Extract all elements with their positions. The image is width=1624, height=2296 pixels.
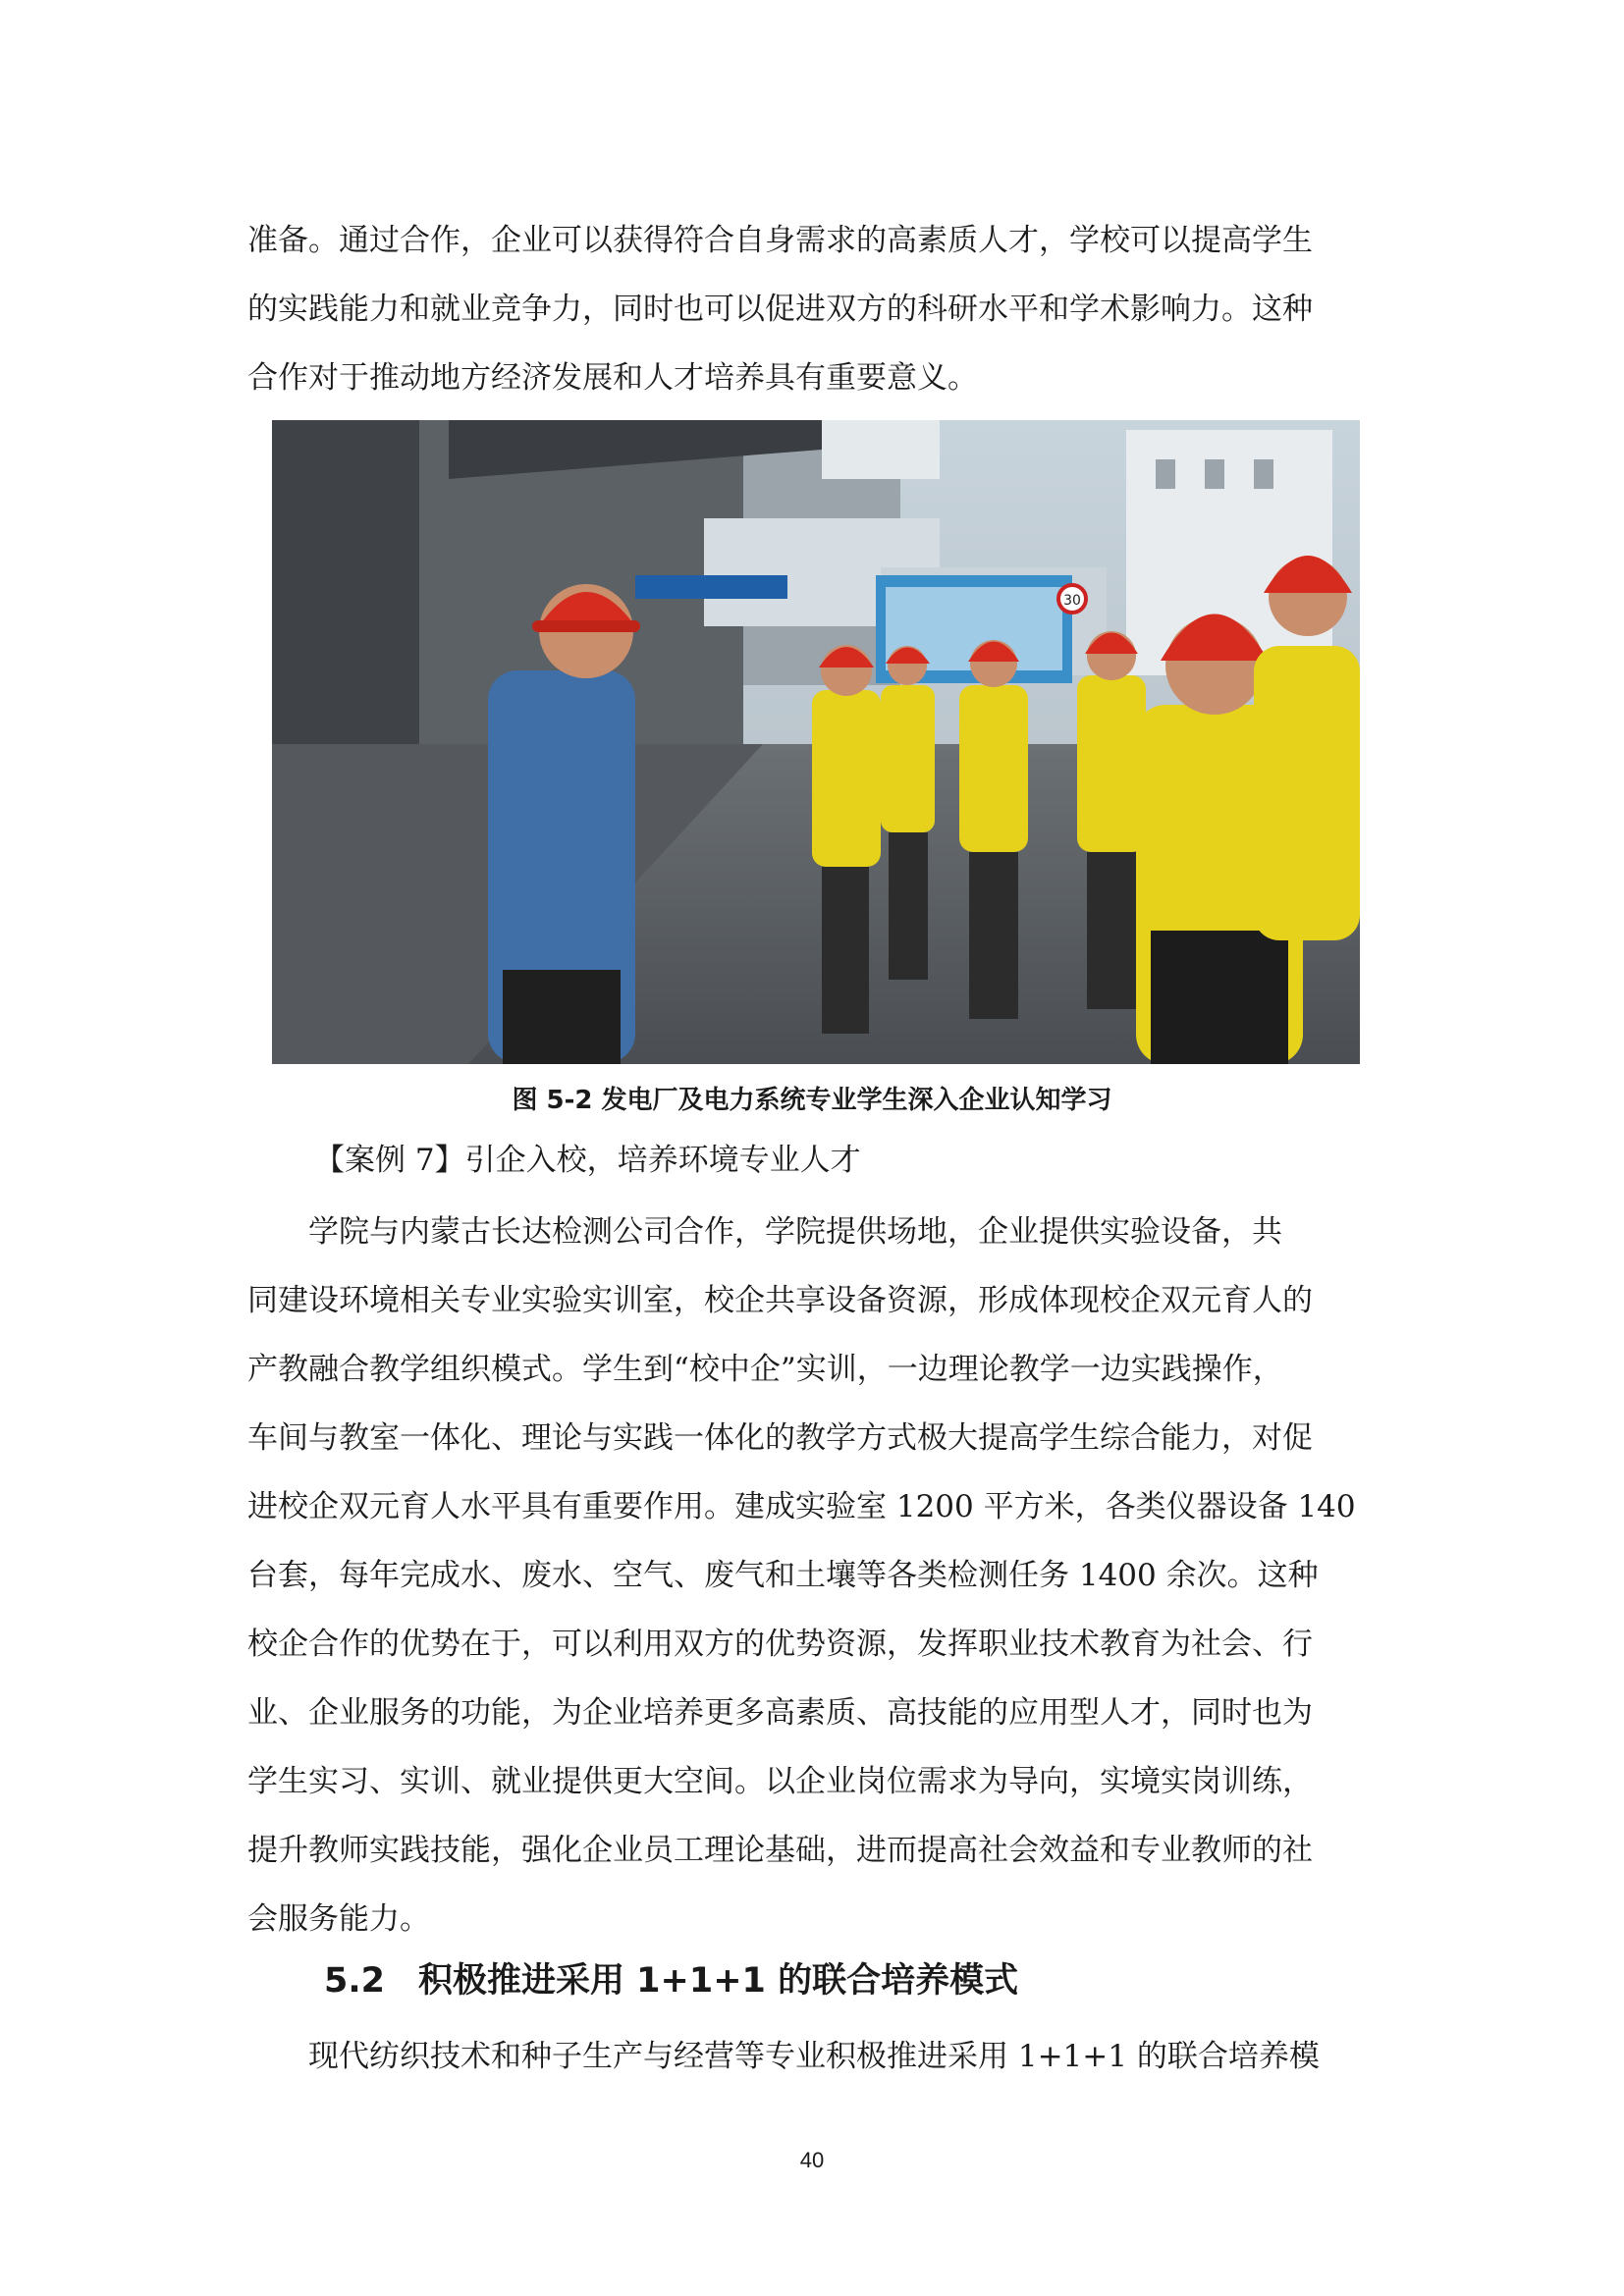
section-number: 5.2 bbox=[324, 1961, 386, 2001]
text-line: 现代纺织技术和种子生产与经营等专业积极推进采用 1+1+1 的联合培养模 bbox=[308, 2039, 1320, 2074]
text-line: 提升教师实践技能，强化企业员工理论基础，进而提高社会效益和专业教师的社 bbox=[247, 1833, 1313, 1868]
section-title: 积极推进采用 1+1+1 的联合培养模式 bbox=[418, 1961, 1019, 2001]
power-plant-students-photo bbox=[272, 420, 1360, 1064]
text-line: 学院与内蒙古长达检测公司合作，学院提供场地，企业提供实验设备，共 bbox=[308, 1214, 1282, 1250]
text-line: 业、企业服务的功能，为企业培养更多高素质、高技能的应用型人才，同时也为 bbox=[247, 1695, 1313, 1731]
case-title: 【案例 7】引企入校，培养环境专业人才 bbox=[314, 1143, 861, 1178]
text-line: 车间与教室一体化、理论与实践一体化的教学方式极大提高学生综合能力，对促 bbox=[247, 1420, 1313, 1456]
section-heading bbox=[324, 1953, 1018, 2002]
text-line: 校企合作的优势在于，可以利用双方的优势资源，发挥职业技术教育为社会、行 bbox=[247, 1627, 1313, 1662]
text-line: 学生实习、实训、就业提供更大空间。以企业岗位需求为导向，实境实岗训练， bbox=[247, 1764, 1313, 1799]
page-number: 40 bbox=[799, 2148, 825, 2172]
intro-paragraph bbox=[247, 206, 1386, 412]
section-paragraph bbox=[247, 2022, 1386, 2091]
text-line: 会服务能力。 bbox=[247, 1901, 430, 1937]
text-line: 准备。通过合作，企业可以获得符合自身需求的高素质人才，学校可以提高学生 bbox=[247, 223, 1313, 258]
text-line: 的实践能力和就业竞争力，同时也可以促进双方的科研水平和学术影响力。这种 bbox=[247, 292, 1313, 327]
text-line: 合作对于推动地方经济发展和人才培养具有重要意义。 bbox=[247, 360, 978, 396]
text-line: 进校企双元育人水平具有重要作用。建成实验室 1200 平方米，各类仪器设备 140 bbox=[247, 1489, 1356, 1524]
text-line: 同建设环境相关专业实验实训室，校企共享设备资源，形成体现校企双元育人的 bbox=[247, 1283, 1313, 1318]
case-paragraph bbox=[247, 1198, 1386, 1953]
text-line: 产教融合教学组织模式。学生到“校中企”实训，一边理论教学一边实践操作， bbox=[247, 1352, 1283, 1387]
text-line: 台套，每年完成水、废水、空气、废气和土壤等各类检测任务 1400 余次。这种 bbox=[247, 1558, 1319, 1593]
figure-caption: 图 5-2 发电厂及电力系统专业学生深入企业认知学习 bbox=[512, 1086, 1112, 1115]
speed-sign-text: 30 bbox=[1063, 593, 1081, 609]
figure-photo bbox=[272, 420, 1360, 1064]
